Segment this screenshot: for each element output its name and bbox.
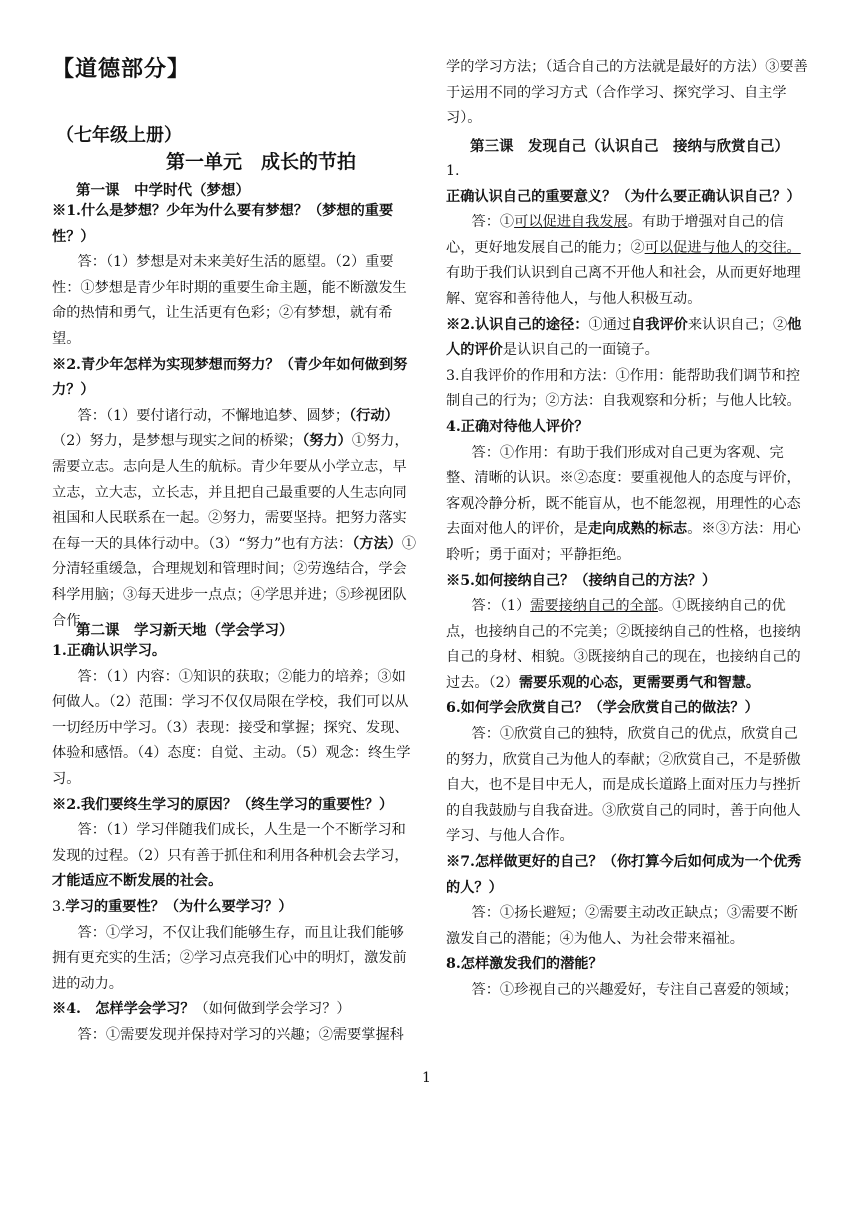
page-number: 1 bbox=[422, 1070, 431, 1086]
answer-text: 。①既接纳自己的优点，也接纳自己的不完美；②既接纳自己的性格，也接纳自己的身材、相貌。③既接纳自己的现在，也接纳自己的过去。（2） bbox=[446, 598, 801, 691]
question-text: 正确认识自己的重要意义？（为什么要正确认识自己？） bbox=[446, 188, 801, 205]
keyword-others-evaluation: 他人的评价 bbox=[446, 316, 802, 359]
answer-lifelong-learning bbox=[52, 818, 418, 895]
right-block-2 bbox=[446, 159, 812, 1004]
keyword-maturity: 走向成熟的标志 bbox=[587, 521, 688, 538]
answer-know-self bbox=[446, 210, 812, 312]
question-know-learning: 1.正确认识学习。 bbox=[52, 643, 167, 659]
answer-text: ①努力，需要立志。志向是人生的航标。青少年要从小学立志，早立志，立大志，立长志，并且把自己最重要的人生志向同祖国和人民联系在一起。②努力，需要坚持。把努力落实在每一天的具体行动中。（3）“努力”也有方法： bbox=[52, 433, 409, 552]
keyword-adapt: 才能适应不断发展的社会。 bbox=[52, 873, 223, 890]
answer-learn-to-learn: 答：①需要发现并保持对学习的兴趣；②需要掌握科 bbox=[77, 1026, 404, 1043]
question-lifelong-learning: ※2.我们要终生学习的原因？（终生学习的重要性？） bbox=[52, 796, 394, 813]
question-text: 学习的重要性？（为什么要学习？） bbox=[65, 898, 293, 915]
answer-text: 有助于我们认识到自己离不开他人和社会，从而更好地理解、宽容和善待他人，与他人积极互动。 bbox=[446, 265, 801, 307]
answer-text: 。有助于增强对自己的信心，更好地发展自己的能力；② bbox=[446, 214, 784, 256]
question-dream: ※1.什么是梦想？少年为什么要有梦想？（梦想的重要性？） bbox=[52, 203, 394, 245]
question-text: ※2.认识自己的途径： bbox=[446, 316, 589, 333]
question-number: ※4. bbox=[52, 1001, 96, 1018]
keyword-self-evaluation: 自我评价 bbox=[631, 316, 688, 333]
answer-effort bbox=[52, 404, 418, 634]
question-learn-to-learn bbox=[52, 997, 418, 1023]
question-know-self bbox=[446, 159, 812, 210]
left-block-1 bbox=[52, 199, 418, 634]
lesson-2-heading: 第二课 学习新天地（学会学习） bbox=[76, 622, 294, 639]
answer-text: ①分清轻重缓急，合理规划和管理时间；②劳逸结合，学会科学用脑；③每天进步一点点；④学思并进；⑤珍视团队合作。 bbox=[52, 535, 417, 629]
answer-others-evaluation bbox=[446, 441, 812, 569]
question-accept-self: ※5.如何接纳自己？（接纳自己的方法？） bbox=[446, 572, 717, 589]
question-better-self: ※7.怎样做更好的自己？（你打算今后如何成为一个优秀的人？） bbox=[446, 854, 802, 896]
answer-text: 答：①作用：有助于我们形成对自己更为客观、完整、清晰的认识。※②态度：要重视他人的态度与评价，客观冷静分析，既不能盲从，也不能忽视，用理性的心态去面对他人的评价，是 bbox=[446, 444, 801, 538]
answer-text: 。※③方法：用心聆听；勇于面对；平静拒绝。 bbox=[446, 521, 801, 563]
answer-text: （2）努力，是梦想与现实之间的桥梁； bbox=[52, 433, 303, 450]
keyword-method: （方法） bbox=[352, 535, 402, 552]
answer-better-self: 答：①扬长避短；②需要主动改正缺点；③需要不断激发自己的潜能；④为他人、为社会带来福祉。 bbox=[446, 905, 798, 947]
answer-accept-self bbox=[446, 594, 812, 696]
keyword-effort: （努力） bbox=[302, 433, 352, 450]
continued-answer: 学的学习方法；（适合自己的方法就是最好的方法）③要善于运用不同的学习方式（合作学习、探究学习、自主学习）。 bbox=[446, 59, 808, 127]
underlined-text: 可以促进自我发展 bbox=[514, 214, 628, 231]
question-text: 怎样学会学习？ bbox=[95, 1001, 195, 1018]
question-effort: ※2.青少年怎样为实现梦想而努力？（青少年如何做到努力？） bbox=[52, 356, 408, 399]
answer-text: 答：（1）要付诸行动，不懈地追梦、圆梦； bbox=[77, 407, 350, 424]
answer-importance-learning: 答：①学习，不仅让我们能够生存，而且让我们能够拥有更充实的生活；②学习点亮我们心中的明灯，激发前进的动力。 bbox=[52, 924, 407, 992]
lesson-1-heading: 第一课 中学时代（梦想） bbox=[76, 182, 250, 199]
left-block-2 bbox=[52, 639, 418, 1049]
right-block-1 bbox=[446, 55, 812, 132]
answer-text: 答：（1） bbox=[471, 598, 531, 615]
section-title: 【道德部分】 bbox=[52, 57, 191, 82]
question-appreciate-self: 6.如何学会欣赏自己？（学会欣赏自己的做法？） bbox=[446, 700, 759, 717]
keyword-action: （行动） bbox=[349, 407, 399, 424]
answer-text: 是认识自己的一面镜子。 bbox=[502, 342, 659, 359]
answer-text: 答：（1）学习伴随我们成长，人生是一个不断学习和发现的过程。（2）只有善于抓住和利用各种机会去学习， bbox=[52, 822, 409, 864]
underlined-text: 需要接纳自己的全部 bbox=[530, 598, 658, 615]
answer-text: ①通过 bbox=[588, 316, 632, 333]
unit-heading: 第一单元 成长的节拍 bbox=[166, 151, 357, 173]
answer-potential: 答：①珍视自己的兴趣爱好，专注自己喜爱的领域； bbox=[471, 982, 798, 998]
keyword-optimism: 需要乐观的心态，更需要勇气和智慧。 bbox=[518, 674, 761, 691]
item-self-evaluation: 3.自我评价的作用和方法：①作用：能帮助我们调节和控制自己的行为；②方法：自我观察和分析；与他人比较。 bbox=[446, 367, 801, 410]
answer-appreciate-self: 答：①欣赏自己的独特，欣赏自己的优点，欣赏自己的努力，欣赏自己为他人的奉献；②欣赏自己，不是骄傲自大，也不是目中无人，而是成长道路上面对压力与挫折的自我鼓励与自我奋进。③欣赏自己的同时，善于向他人学习、与他人合作。 bbox=[446, 726, 801, 845]
question-number: 1. bbox=[446, 163, 460, 179]
question-others-evaluation: 4.正确对待他人评价？ bbox=[446, 418, 589, 435]
question-potential: 8.怎样激发我们的潜能？ bbox=[446, 956, 603, 973]
answer-know-learning: 答：（1）内容：①知识的获取；②能力的培养；③如何做人。（2）范围：学习不仅仅局限在学校，我们可以从一切经历中学习。（3）表现：接受和掌握；探究、发现、体验和感悟。（4）态度：自觉、主动。（5）观念：终生学习。 bbox=[52, 668, 411, 787]
question-ways-know-self bbox=[446, 313, 812, 364]
question-text: （如何做到学会学习？） bbox=[194, 1001, 351, 1018]
grade-heading: （七年级上册） bbox=[56, 125, 182, 146]
answer-text: 来认识自己；② bbox=[687, 316, 788, 333]
lesson-3-heading: 第三课 发现自己（认识自己 接纳与欣赏自己） bbox=[470, 138, 789, 155]
question-importance-learning bbox=[52, 895, 418, 921]
answer-text: 答：① bbox=[471, 214, 515, 231]
question-number: 3. bbox=[52, 898, 66, 915]
answer-dream: 答：（1）梦想是对未来美好生活的愿望。（2）重要性：①梦想是青少年时期的重要生命主题，能不断激发生命的热情和勇气，让生活更有色彩；②有梦想，就有希望。 bbox=[52, 254, 407, 347]
underlined-text: 可以促进与他人的交往。 bbox=[644, 239, 801, 256]
